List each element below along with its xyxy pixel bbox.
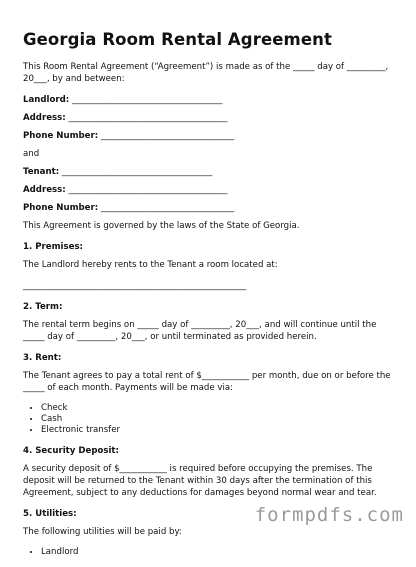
and-text: and	[23, 149, 40, 159]
governing-law-text: This Agreement is governed by the laws of the State of Georgia.	[23, 221, 300, 231]
premises-heading: 1. Premises:	[23, 242, 83, 252]
deposit-heading: 4. Security Deposit:	[23, 446, 119, 456]
document-page	[23, 30, 395, 567]
list-item: • Landlord	[41, 547, 395, 558]
document-title: Georgia Room Rental Agreement	[23, 30, 332, 49]
term-text: The rental term begins on _____ day of _________, 20___, and will continue until the _____ day of _________, 20___, or until terminated as provided herein.	[23, 320, 377, 342]
rent-heading: 3. Rent:	[23, 353, 62, 363]
list-item: • Check	[41, 403, 395, 414]
landlord-phone-field	[23, 130, 395, 142]
tenant-field	[23, 166, 395, 178]
premises-text: The Landlord hereby rents to the Tenant a room located at:	[23, 260, 278, 270]
landlord-phone-label: Phone Number:	[23, 131, 99, 141]
landlord-address-label: Address:	[23, 113, 66, 123]
landlord-phone-blank: _______________________________	[100, 131, 235, 141]
payment-methods-list	[23, 403, 395, 436]
tenant-blank: ___________________________________	[61, 167, 213, 177]
utilities-text: The following utilities will be paid by:	[23, 527, 182, 537]
tenant-address-field	[23, 184, 395, 196]
rent-text: The Tenant agrees to pay a total rent of $___________ per month, due on or before the _____ of each month. Payments will be made via:	[23, 371, 391, 393]
tenant-address-label: Address:	[23, 185, 66, 195]
list-item: • Electronic transfer	[41, 425, 395, 436]
tenant-phone-blank: _______________________________	[100, 203, 235, 213]
landlord-address-blank: _____________________________________	[68, 113, 228, 123]
utilities-payer-list	[23, 547, 395, 558]
tenant-label: Tenant:	[23, 167, 60, 177]
landlord-blank: ___________________________________	[71, 95, 223, 105]
tenant-address-blank: _____________________________________	[68, 185, 228, 195]
deposit-text: A security deposit of $___________ is required before occupying the premises. The deposit will be returned to the Tenant within 30 days after the termination of this Agreement, subject to any deductions for damages beyond normal wear and tear.	[23, 464, 377, 498]
landlord-label: Landlord:	[23, 95, 70, 105]
watermark-logo: formpdfs.com	[254, 504, 404, 526]
list-item: • Cash	[41, 414, 395, 425]
premises-blank: ____________________________________________________	[23, 281, 247, 291]
landlord-field	[23, 94, 395, 106]
tenant-phone-label: Phone Number:	[23, 203, 99, 213]
tenant-phone-field	[23, 202, 395, 214]
utilities-heading: 5. Utilities:	[23, 509, 77, 519]
party-fields	[23, 94, 395, 214]
intro-paragraph: This Room Rental Agreement (“Agreement”) is made as of the _____ day of _________, 20___, by and between:	[23, 62, 389, 84]
landlord-address-field	[23, 112, 395, 124]
term-heading: 2. Term:	[23, 302, 63, 312]
